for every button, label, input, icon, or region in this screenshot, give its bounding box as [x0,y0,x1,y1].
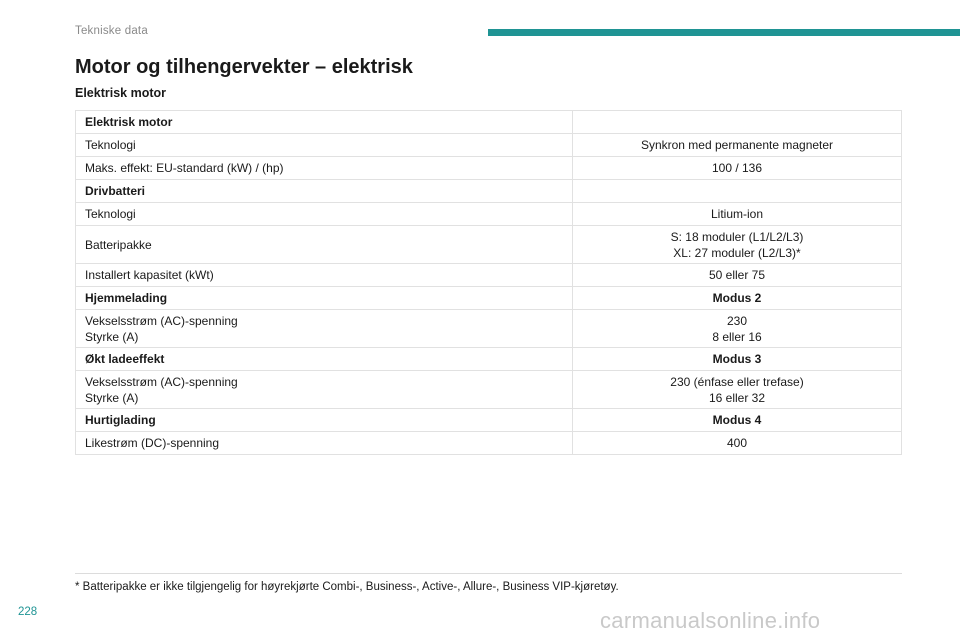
row-label-cell [76,264,573,287]
row-value-text: 100 / 136 [711,161,763,175]
table-row [76,157,902,180]
row-label-cell [76,409,573,432]
row-label-text: Vekselsstrøm (AC)-spenning [85,313,238,328]
page-number: 228 [18,606,38,618]
row-label-cell [76,157,573,180]
row-value-text: Modus 2 [712,291,762,305]
table-row [76,310,902,348]
table-row [76,371,902,409]
row-label-cell [76,180,573,203]
row-value-cell [573,348,902,371]
row-label-text: Vekselsstrøm (AC)-spenning [85,374,238,389]
table-row [76,111,902,134]
row-value-text: XL: 27 moduler (L2/L3)* [673,245,801,260]
row-value-text: 230 [726,313,748,328]
row-value-cell [573,111,902,134]
table-row [76,180,902,203]
table-row [76,348,902,371]
spec-table [75,110,902,455]
table-row [76,226,902,264]
row-value-text: Synkron med permanente magneter [640,138,834,152]
row-value-text: Modus 3 [712,352,762,366]
row-value-cell [573,157,902,180]
row-label-text: Drivbatteri [85,184,146,198]
row-value-text: 8 eller 16 [712,329,762,344]
row-label-text: Teknologi [85,138,136,152]
table-row [76,287,902,310]
row-label-cell [76,134,573,157]
row-label-text: Likestrøm (DC)-spenning [85,436,220,450]
table-row [76,432,902,455]
table-row [76,409,902,432]
row-value-cell [573,226,902,264]
row-value-text: S: 18 moduler (L1/L2/L3) [670,229,804,244]
row-label-cell [76,310,573,348]
row-label-cell [76,371,573,409]
row-value-text: 230 (énfase eller trefase) [670,374,804,389]
row-label-text: Teknologi [85,207,136,221]
table-row [76,203,902,226]
row-label-cell [76,226,573,264]
footnote: * Batteripakke er ikke tilgjengelig for høyrekjørte Combi-, Business-, Active-, Allure-, Business VIP-kjøretøy. [75,581,619,593]
table-row [76,264,902,287]
row-value-cell [573,371,902,409]
header-accent-bar [488,29,960,36]
row-value-cell [573,264,902,287]
row-label-text: Økt ladeeffekt [85,352,165,366]
row-value-cell [573,432,902,455]
row-label-text: Maks. effekt: EU-standard (kW) / (hp) [85,161,284,175]
spec-table-body [76,111,902,455]
row-label-cell [76,287,573,310]
row-value-text: 50 eller 75 [708,268,766,282]
row-value-text: Litium-ion [710,207,764,221]
row-value-cell [573,409,902,432]
row-label-text: Hjemmelading [85,291,168,305]
row-label-cell [76,203,573,226]
row-label-text: Elektrisk motor [85,115,173,129]
row-value-text: 400 [726,436,748,450]
row-label-cell [76,432,573,455]
row-value-cell [573,134,902,157]
row-value-cell [573,287,902,310]
row-label-text: Styrke (A) [85,329,139,344]
row-label-cell [76,348,573,371]
row-label-text: Installert kapasitet (kWt) [85,268,214,282]
watermark: carmanualsonline.info [600,608,821,633]
table-row [76,134,902,157]
row-value-cell [573,203,902,226]
row-label-text: Styrke (A) [85,390,139,405]
row-value-cell [573,180,902,203]
row-value-cell [573,310,902,348]
footnote-divider [75,573,902,574]
page-title: Motor og tilhengervekter – elektrisk [75,56,413,78]
section-heading: Elektrisk motor [75,86,167,100]
row-label-text: Hurtiglading [85,413,156,427]
row-value-text: Modus 4 [712,413,762,427]
row-value-text: 16 eller 32 [708,390,766,405]
header-section-title: Tekniske data [75,25,148,37]
row-label-cell [76,111,573,134]
row-label-text: Batteripakke [85,237,152,252]
